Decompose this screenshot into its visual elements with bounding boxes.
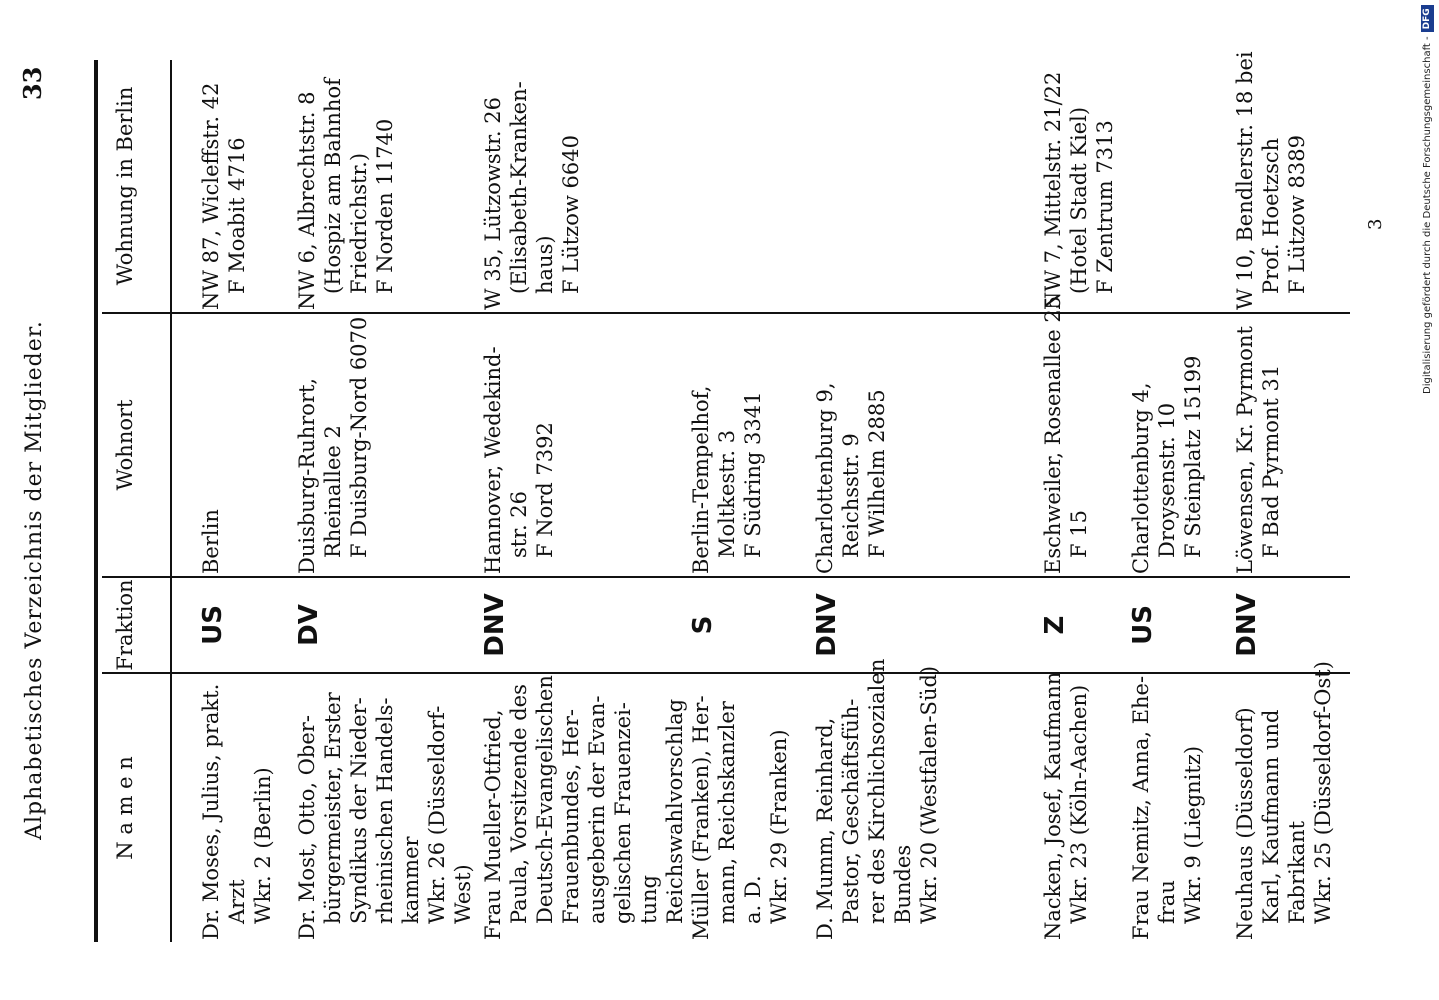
fraktion-label: DNV	[480, 593, 510, 657]
wohnung-line: NW 6, Albrechtstr. 8	[295, 91, 319, 310]
column-header-wohnung: Wohnung in Berlin	[113, 86, 137, 286]
wohnung-line: haus)	[533, 235, 557, 294]
name-line: Deutsch-Evangelischen	[533, 675, 557, 924]
table-row-wohnung	[1040, 72, 1118, 310]
table-row-name	[812, 659, 942, 940]
table-row-wohnort	[480, 346, 558, 574]
name-line: Wkr. 26 (Düsseldorf-	[425, 705, 449, 924]
table-row-wohnung	[294, 78, 398, 310]
name-line: Karl, Kaufmann und	[1259, 709, 1283, 924]
wohnung-line: NW 87, Wicleffstr. 42	[199, 82, 223, 310]
table-row-name	[1040, 672, 1092, 940]
wohnung-line: Friedrichstr.)	[347, 152, 371, 294]
name-line: bürgermeister, Erster	[321, 692, 345, 924]
table-row-wohnort	[688, 386, 766, 574]
column-divider	[102, 312, 1350, 314]
name-line: Wkr. 20 (Westfalen-Süd)	[917, 665, 941, 924]
fraktion-label: DNV	[812, 593, 842, 657]
name-line: tung	[637, 875, 661, 924]
dfg-logo: DFG	[1421, 5, 1434, 32]
column-header-namen: N a m e n	[113, 756, 137, 860]
name-line: Wkr. 23 (Köln-Aachen)	[1067, 684, 1091, 924]
page-number: 33	[18, 66, 47, 100]
running-header: Alphabetisches Verzeichnis der Mitglieder.	[22, 320, 47, 840]
wohnort-line: F Wilhelm 2885	[865, 389, 889, 558]
wohnung-line: (Hotel Stadt Kiel)	[1067, 106, 1091, 294]
name-line: Frauenbundes, Her-	[559, 709, 583, 924]
wohnort-line: Droysenstr. 10	[1155, 402, 1179, 558]
column-header-fraktion: Fraktion	[113, 579, 137, 671]
table-row-wohnort	[198, 509, 224, 574]
name-line: kammer	[399, 836, 423, 924]
name-line: Bundes	[891, 844, 915, 924]
wohnung-line: F Lützow 6640	[559, 135, 583, 294]
name-line: Frau Mueller-Otfried,	[481, 709, 505, 940]
wohnort-line: F Duisburg-Nord 6070	[347, 316, 371, 558]
name-line: Wkr. 9 (Liegnitz)	[1181, 745, 1205, 924]
name-line: Dr. Most, Otto, Ober-	[295, 715, 319, 940]
table-row-name	[1128, 676, 1206, 940]
table-row-wohnort	[1232, 326, 1284, 574]
wohnort-line: Charlottenburg 9,	[813, 382, 837, 574]
name-line: frau	[1155, 880, 1179, 924]
name-line: D. Mumm, Reinhard,	[813, 717, 837, 940]
name-line: gelischen Frauenzei-	[611, 702, 635, 924]
name-line: West)	[451, 864, 475, 924]
wohnung-line: F Moabit 4716	[225, 137, 249, 294]
table-top-rule	[94, 60, 98, 942]
table-row-wohnung	[1232, 51, 1310, 310]
name-line: Frau Nemitz, Anna, Ehe-	[1129, 675, 1153, 940]
wohnort-line: F Südring 3341	[741, 391, 765, 558]
wohnort-line: F Bad Pyrmont 31	[1259, 364, 1283, 558]
table-row-wohnort	[294, 317, 372, 574]
name-line: ausgeberin der Evan-	[585, 695, 609, 924]
wohnort-line: F Nord 7392	[533, 422, 557, 558]
table-row-name	[1232, 661, 1336, 940]
footer-text: Digitalisierung gefördert durch die Deutsche Forschungsgemeinschaft -	[1421, 36, 1433, 394]
table-row-name	[688, 695, 792, 940]
wohnung-line: F Zentrum 7313	[1093, 120, 1117, 294]
column-divider	[102, 672, 1350, 674]
name-line: Dr. Moses, Julius, prakt.	[199, 683, 223, 940]
name-line: Wkr. 25 (Düsseldorf-Ost)	[1311, 661, 1335, 924]
name-line: Nacken, Josef, Kaufmann	[1041, 671, 1065, 940]
fraktion-label: US	[1128, 605, 1158, 645]
table-row-name	[480, 675, 688, 940]
printer-signature: 3	[1365, 218, 1386, 230]
wohnort-line: Rheinallee 2	[321, 425, 345, 558]
table-row-wohnung	[198, 83, 250, 310]
name-line: Paula, Vorsitzende des	[507, 684, 531, 924]
wohnort-line: Hannover, Wedekind-	[481, 346, 505, 574]
column-header-wohnort: Wohnort	[113, 399, 137, 491]
table-row-wohnort	[1040, 296, 1092, 574]
wohnort-line: Eschweiler, Rosenallee 25	[1041, 295, 1065, 574]
wohnort-line: Berlin-Tempelhof,	[689, 385, 713, 574]
wohnort-line: Charlottenburg 4,	[1129, 382, 1153, 574]
wohnung-line: F Norden 11740	[373, 118, 397, 294]
table-row-wohnort	[812, 382, 890, 574]
wohnung-line: (Elisabeth-Kranken-	[507, 81, 531, 294]
fraktion-label: DV	[294, 604, 324, 646]
fraktion-label: US	[198, 605, 228, 645]
name-line: Wkr. 2 (Berlin)	[251, 767, 275, 924]
table-row-name	[294, 692, 476, 940]
name-line: Syndikus der Nieder-	[347, 697, 371, 924]
wohnort-line: Moltkestr. 3	[715, 429, 739, 558]
wohnort-line: F Steinplatz 15199	[1181, 355, 1205, 558]
fraktion-label: S	[688, 615, 718, 635]
name-line: a. D.	[741, 875, 765, 924]
table-row-wohnung	[480, 81, 584, 310]
wohnort-line: Duisburg-Ruhrort,	[295, 377, 319, 574]
wohnung-line: F Lützow 8389	[1285, 135, 1309, 294]
digitization-footer	[1420, 8, 1434, 394]
name-line: Arzt	[225, 879, 249, 924]
fraktion-label: Z	[1040, 615, 1070, 635]
wohnort-line: Berlin	[199, 509, 223, 574]
name-line: Fabrikant	[1285, 820, 1309, 924]
wohnung-line: W 10, Bendlerstr. 18 bei	[1233, 51, 1257, 310]
wohnung-line: NW 7, Mittelstr. 21/22	[1041, 71, 1065, 310]
wohnung-line: Prof. Hoetzsch	[1259, 137, 1283, 294]
name-line: Neuhaus (Düsseldorf)	[1233, 707, 1257, 940]
table-header-rule	[170, 60, 172, 942]
table-row-wohnort	[1128, 356, 1206, 574]
name-line: Wkr. 29 (Franken)	[767, 729, 791, 924]
name-line: rheinischen Handels-	[373, 697, 397, 924]
name-line: Pastor, Geschäftsfüh-	[839, 698, 863, 924]
column-divider	[102, 576, 1350, 578]
wohnung-line: W 35, Lützowstr. 26	[481, 97, 505, 310]
wohnort-line: F 15	[1067, 510, 1091, 558]
name-line: mann, Reichskanzler	[715, 701, 739, 924]
wohnort-line: Reichsstr. 9	[839, 433, 863, 558]
table-row-name	[198, 684, 276, 940]
wohnort-line: str. 26	[507, 490, 531, 558]
name-line: Reichswahlvorschlag	[663, 698, 687, 924]
name-line: rer des Kirchlichsozialen	[865, 658, 889, 924]
fraktion-label: DNV	[1232, 593, 1262, 657]
name-line: Müller (Franken), Her-	[689, 695, 713, 940]
wohnung-line: (Hospiz am Bahnhof	[321, 78, 345, 294]
wohnort-line: Löwensen, Kr. Pyrmont	[1233, 326, 1257, 574]
